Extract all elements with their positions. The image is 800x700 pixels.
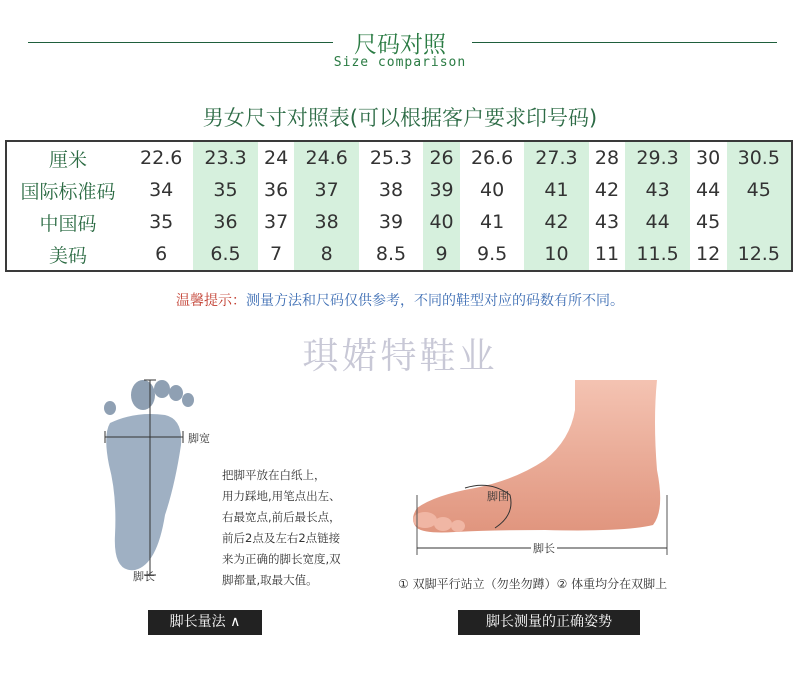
table-cell: 41: [480, 211, 505, 233]
table-cell: 36: [193, 206, 257, 238]
instruction-line: 脚都量,取最大值。: [222, 573, 318, 587]
instruction-line: 右最宽点,前后最长点，: [222, 510, 341, 524]
page-title: 尺码对照: [354, 32, 446, 58]
posture-caption: ① 双脚平行站立（勿坐勿蹲）② 体重均分在双脚上: [398, 577, 668, 591]
row-label: 国际标准码: [7, 174, 129, 206]
table-cell: 12: [696, 243, 721, 265]
instruction-line: 来为正确的脚长宽度,双: [222, 552, 341, 566]
table-cell: 44: [625, 206, 689, 238]
table-row: [7, 238, 791, 270]
table-cell: 42: [594, 179, 620, 201]
table-cell: 26.6: [470, 147, 514, 169]
table-cell: 40: [480, 179, 505, 201]
table-cell: 7: [270, 243, 283, 265]
table-cell: 9: [423, 238, 460, 270]
instruction-line: 把脚平放在白纸上，: [222, 468, 326, 482]
table-cell: 45: [696, 211, 721, 233]
table-cell: 38: [294, 206, 358, 238]
table-cell: 6.5: [193, 238, 257, 270]
table-cell: 44: [696, 179, 721, 201]
table-cell: 6: [155, 243, 168, 265]
size-table-title: 男女尺寸对照表(可以根据客户要求印号码): [202, 106, 598, 130]
table-cell: 27.3: [524, 142, 588, 174]
table-cell: 36: [263, 179, 289, 201]
brand-watermark: 琪婼特鞋业: [302, 336, 498, 377]
table-cell: 24.6: [294, 142, 358, 174]
table-cell: 30: [696, 147, 721, 169]
table-row: [7, 142, 791, 174]
table-cell: 39: [423, 174, 460, 206]
table-cell: 35: [193, 174, 257, 206]
table-cell: 35: [149, 211, 174, 233]
table-cell: 8.5: [375, 243, 407, 265]
table-cell: 45: [727, 174, 791, 206]
table-cell: 23.3: [193, 142, 257, 174]
table-cell: 22.6: [140, 147, 183, 169]
table-cell: 39: [378, 211, 404, 233]
table-cell: 43: [594, 211, 620, 233]
row-label: 中国码: [7, 206, 129, 238]
table-cell: 34: [149, 179, 174, 201]
table-cell: 25.3: [369, 147, 413, 169]
table-cell: 37: [294, 174, 358, 206]
foot-length-method-button[interactable]: 脚长量法 ∧: [148, 610, 262, 635]
foot-side-diagram: [395, 380, 695, 565]
table-cell: 42: [524, 206, 588, 238]
table-cell: 43: [625, 174, 689, 206]
table-cell: 30.5: [727, 142, 791, 174]
page-subtitle: Size comparison: [333, 55, 467, 70]
tip-lead: 温馨提示：: [176, 293, 246, 309]
tip-body: 测量方法和尺码仅供参考，不同的鞋型对应的码数有所不同。: [246, 293, 624, 309]
tip-text: [0, 290, 800, 310]
table-cell: 24: [263, 147, 289, 169]
foot-circumference-label: 脚围: [487, 490, 509, 503]
foot-width-label: 脚宽: [188, 432, 210, 445]
instruction-line: 前后2点及左右2点链接: [222, 531, 341, 545]
table-row: [7, 206, 791, 238]
foot-illustration-icon: [395, 380, 695, 565]
table-cell: [727, 206, 791, 238]
table-cell: 9.5: [477, 243, 508, 265]
table-cell: 12.5: [727, 238, 791, 270]
row-label: 美码: [7, 238, 129, 270]
table-cell: 37: [263, 211, 289, 233]
foot-length-label-right: 脚长: [533, 542, 555, 555]
table-cell: 10: [524, 238, 588, 270]
table-row: [7, 174, 791, 206]
table-cell: 41: [524, 174, 588, 206]
measurement-instructions: [222, 465, 372, 591]
table-cell: 28: [594, 147, 620, 169]
table-cell: 38: [378, 179, 404, 201]
correct-posture-button[interactable]: 脚长测量的正确姿势: [458, 610, 640, 635]
table-cell: 40: [423, 206, 460, 238]
table-cell: 11.5: [625, 238, 689, 270]
table-cell: 11: [594, 243, 620, 265]
table-cell: 29.3: [625, 142, 689, 174]
instruction-line: 用力踩地,用笔点出左、: [222, 489, 341, 503]
row-label: 厘米: [7, 142, 129, 174]
size-table: [5, 140, 793, 272]
foot-length-label-left: 脚长: [133, 570, 155, 583]
table-cell: 26: [423, 142, 460, 174]
table-cell: 8: [294, 238, 358, 270]
